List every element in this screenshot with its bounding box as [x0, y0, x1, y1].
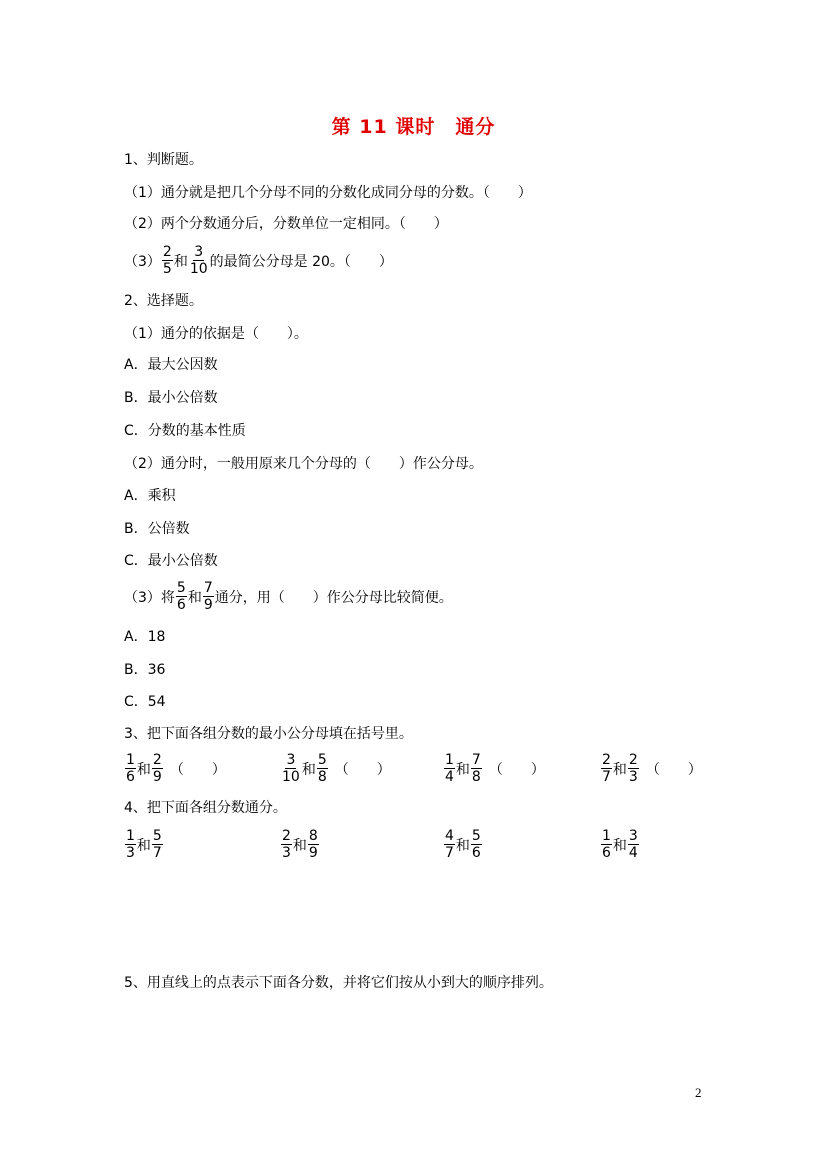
fraction	[125, 828, 136, 861]
fraction	[281, 828, 292, 861]
s2-q3-option-b: B．36	[124, 662, 166, 678]
numerator: 7	[203, 580, 213, 596]
s2-q1-option-b: B．最小公倍数	[124, 390, 218, 406]
answer-blank: （ ）	[169, 761, 226, 778]
s2-q1-option-a: A．最大公因数	[124, 357, 218, 373]
fraction	[628, 752, 639, 785]
answer-blank: （ ）	[334, 761, 391, 778]
page-number: 2	[695, 1085, 702, 1100]
section-4-heading: 4、把下面各组分数通分。	[124, 800, 287, 816]
s2-question-2: （2）通分时，一般用原来几个分母的（ ）作公分母。	[124, 456, 483, 472]
denominator: 8	[471, 769, 481, 785]
s1-q3-suffix: 的最简公分母是 20。（ ）	[209, 253, 393, 270]
s3-item	[280, 752, 391, 785]
fraction	[308, 828, 319, 861]
numerator: 2	[282, 828, 291, 844]
section-3-heading: 3、把下面各组分数的最小公分母填在括号里。	[124, 726, 413, 742]
answer-blank: （ ）	[645, 761, 702, 778]
numerator: 2	[162, 244, 172, 260]
denominator: 10	[189, 261, 208, 277]
numerator: 7	[471, 752, 481, 768]
numerator: 3	[286, 752, 296, 768]
numerator: 4	[445, 828, 454, 844]
denominator: 6	[471, 845, 481, 861]
s2-question-1: （1）通分的依据是（ ）。	[124, 326, 308, 342]
s4-item	[443, 828, 483, 861]
numerator: 1	[602, 828, 611, 844]
and-text: 和	[136, 761, 151, 778]
fraction	[471, 752, 482, 785]
denominator: 10	[282, 769, 300, 785]
denominator: 4	[628, 845, 638, 861]
s4-item	[600, 828, 640, 861]
numerator: 3	[194, 244, 204, 260]
and-text: 和	[136, 837, 151, 854]
fraction	[317, 752, 328, 785]
denominator: 8	[317, 769, 327, 785]
and-text: 和	[301, 761, 316, 778]
s2-q1-option-c: C．分数的基本性质	[124, 423, 246, 439]
numerator: 8	[308, 828, 318, 844]
numerator: 1	[126, 828, 135, 844]
s2-q3-suffix: 通分，用（ ）作公分母比较简便。	[214, 589, 453, 606]
and-text: 和	[612, 837, 627, 854]
fraction	[601, 752, 612, 785]
denominator: 6	[602, 845, 611, 861]
answer-blank: （ ）	[488, 761, 545, 778]
s2-q2-option-c: C．最小公倍数	[124, 553, 218, 569]
numerator: 3	[628, 828, 638, 844]
fraction	[152, 752, 163, 785]
denominator: 3	[628, 769, 638, 785]
and-text: 和	[187, 589, 202, 606]
denominator: 6	[126, 769, 135, 785]
denominator: 7	[445, 845, 454, 861]
section-5-heading: 5、用直线上的点表示下面各分数，并将它们按从小到大的顺序排列。	[124, 975, 553, 991]
fraction	[471, 828, 482, 861]
numerator: 5	[471, 828, 481, 844]
s2-q3-option-a: A．18	[124, 629, 166, 645]
denominator: 9	[308, 845, 318, 861]
s3-item	[600, 752, 702, 785]
denominator: 7	[602, 769, 611, 785]
s1-q3-prefix: （3）	[124, 253, 161, 270]
numerator: 5	[152, 828, 162, 844]
page-title: 第 11 课时 通分	[331, 116, 496, 138]
fraction	[152, 828, 163, 861]
fraction	[203, 580, 214, 613]
numerator: 1	[126, 752, 135, 768]
numerator: 2	[602, 752, 611, 768]
s1-question-1: （1）通分就是把几个分母不同的分数化成同分母的分数。（ ）	[124, 185, 532, 201]
denominator: 5	[162, 261, 172, 277]
numerator: 1	[445, 752, 454, 768]
fraction	[444, 828, 455, 861]
denominator: 3	[126, 845, 135, 861]
and-text: 和	[173, 253, 188, 270]
fraction	[601, 828, 612, 861]
denominator: 3	[282, 845, 291, 861]
numerator: 2	[152, 752, 162, 768]
denominator: 6	[176, 597, 186, 613]
s3-item	[443, 752, 545, 785]
denominator: 9	[152, 769, 162, 785]
and-text: 和	[292, 837, 307, 854]
numerator: 5	[176, 580, 186, 596]
section-2-heading: 2、选择题。	[124, 293, 203, 309]
section-1-heading: 1、判断题。	[124, 152, 203, 168]
denominator: 7	[152, 845, 162, 861]
numerator: 5	[317, 752, 327, 768]
s2-q3-prefix: （3）将	[124, 589, 175, 606]
s1-question-2: （2）两个分数通分后，分数单位一定相同。（ ）	[124, 216, 448, 232]
fraction	[162, 244, 173, 277]
s3-item	[124, 752, 226, 785]
s4-item	[280, 828, 320, 861]
s2-q2-option-b: B．公倍数	[124, 521, 190, 537]
fraction	[125, 752, 136, 785]
fraction	[176, 580, 187, 613]
s1-question-3	[124, 244, 393, 277]
s2-q2-option-a: A．乘积	[124, 488, 176, 504]
s4-item	[124, 828, 164, 861]
and-text: 和	[612, 761, 627, 778]
fraction	[281, 752, 301, 785]
fraction	[628, 828, 639, 861]
denominator: 4	[445, 769, 454, 785]
and-text: 和	[455, 837, 470, 854]
and-text: 和	[455, 761, 470, 778]
fraction	[189, 244, 209, 277]
numerator: 2	[628, 752, 638, 768]
denominator: 9	[203, 597, 213, 613]
s2-q3-option-c: C．54	[124, 694, 166, 710]
s2-question-3	[124, 580, 453, 613]
fraction	[444, 752, 455, 785]
